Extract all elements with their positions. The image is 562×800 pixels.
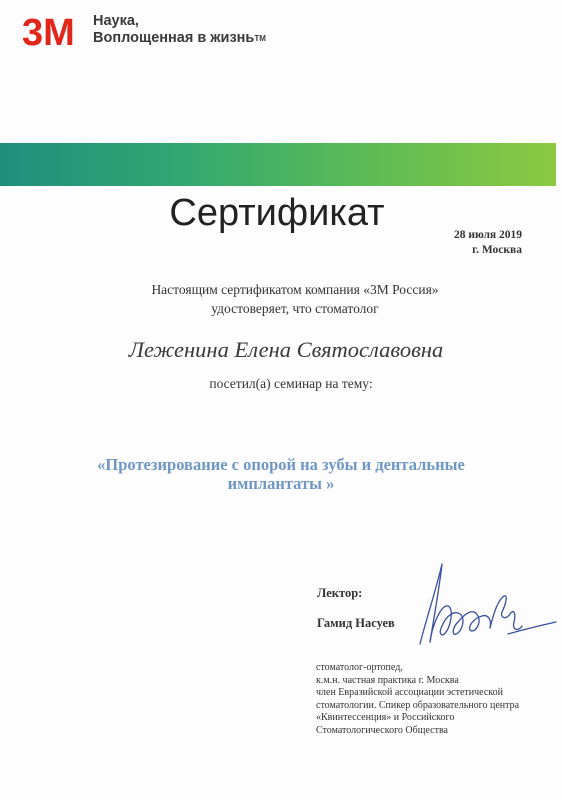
credential-line: стоматологии. Спикер образовательного центра (316, 699, 520, 711)
3m-logo-text: 3M (22, 14, 75, 50)
certificate-date: 28 июля 2019 (453, 229, 522, 241)
recipient-name (0, 337, 562, 363)
attended-text: посетил(а) семинар на тему: (209, 376, 373, 391)
certificate-city: г. Москва (472, 244, 522, 256)
gradient-band (0, 143, 556, 186)
intro-line-2: удостоверяет, что стоматолог (211, 301, 379, 316)
3m-logo (22, 14, 88, 50)
trademark-mark: TM (254, 34, 266, 43)
tagline-line1: Наука, (93, 13, 139, 29)
date-block (454, 228, 522, 258)
credential-line: «Квинтессенция» и Российского (316, 712, 455, 723)
credential-line: стоматолог-ортопед, (316, 662, 403, 673)
intro-line-1: Настоящим сертификатом компания «3M Россия» (151, 282, 439, 297)
recipient-name-text: Леженина Елена Святославовна (128, 337, 444, 362)
lector-name: Гамид Насуев (317, 616, 395, 630)
credential-line: к.м.н. частная практика г. Москва (316, 674, 459, 686)
lector-label: Лектор: (317, 586, 363, 600)
credential-line: член Евразийской ассоциации эстетической (316, 687, 504, 698)
brand-tagline (93, 13, 266, 47)
tagline-line2-text: Воплощенная в жизнь (93, 30, 255, 46)
certificate-title-text: Сертификат (169, 192, 385, 234)
credential-line: Стоматологического Общества (316, 724, 448, 736)
handwritten-signature (412, 560, 560, 650)
lector-credentials (316, 662, 546, 737)
tagline-line2 (93, 30, 266, 47)
seminar-topic (0, 455, 562, 493)
topic-line-2: имплантаты » (227, 474, 335, 493)
topic-line-1: «Протезирование с опорой на зубы и дентальные (97, 455, 465, 474)
